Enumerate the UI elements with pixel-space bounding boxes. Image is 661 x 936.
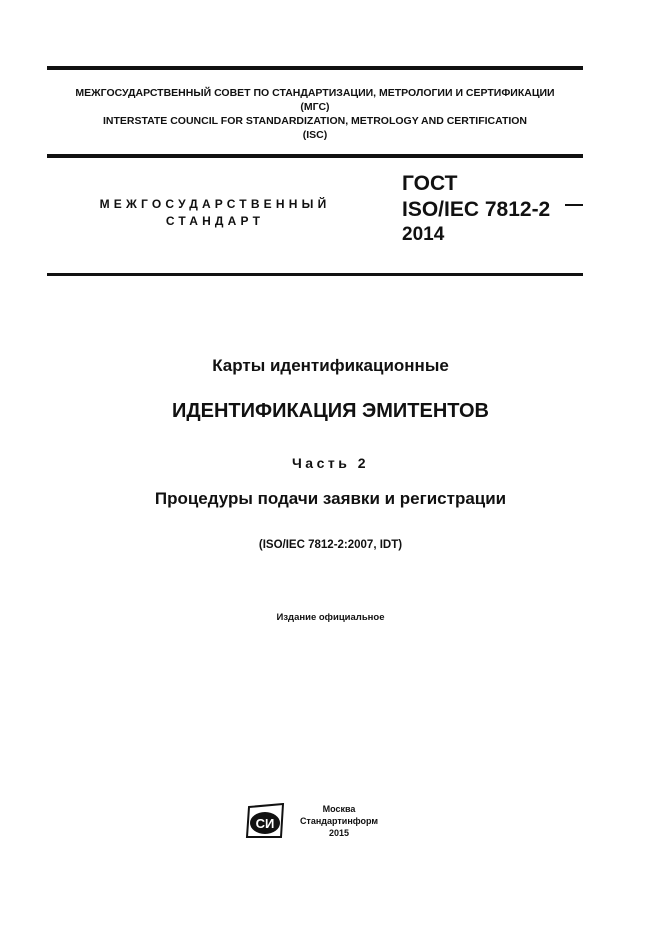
standard-number: ISO/IEC 7812-2 (402, 198, 551, 221)
standard-kind-line1: МЕЖГОСУДАРСТВЕННЫЙ (99, 197, 331, 211)
standard-kind-line2: СТАНДАРТ (165, 214, 265, 228)
designation-dash (565, 204, 583, 206)
publisher-block (294, 803, 384, 839)
council-name-ru: МЕЖГОСУДАРСТВЕННЫЙ СОВЕТ ПО СТАНДАРТИЗАЦИИ, МЕТРОЛОГИИ И СЕРТИФИКАЦИИ (75, 87, 555, 99)
council-header (47, 86, 583, 142)
title-part-name: Процедуры подачи заявки и регистрации (154, 489, 507, 508)
title-main: ИДЕНТИФИКАЦИЯ ЭМИТЕНТОВ (172, 400, 489, 422)
top-rule (47, 66, 583, 70)
international-reference: (ISO/IEC 7812-2:2007, IDT) (258, 539, 403, 551)
standard-kind (60, 196, 370, 230)
council-abbr-ru: (МГС) (300, 101, 330, 113)
publisher-city: Москва (322, 804, 356, 814)
standartinform-logo-icon (245, 803, 285, 839)
title-part: Часть 2 (291, 455, 370, 471)
publisher-year: 2015 (328, 828, 350, 838)
middle-rule (47, 154, 583, 158)
standard-year: 2014 (402, 224, 445, 245)
edition-note: Издание официальное (276, 612, 385, 623)
publisher-name: Стандартинформ (299, 816, 379, 826)
council-name-en: INTERSTATE COUNCIL FOR STANDARDIZATION, METROLOGY AND CERTIFICATION (102, 115, 528, 127)
title-subject: Карты идентификационные (212, 356, 449, 375)
council-abbr-en: (ISC) (302, 129, 328, 141)
gost-label: ГОСТ (402, 172, 458, 195)
standard-designation (402, 171, 550, 247)
lower-rule (47, 273, 583, 276)
svg-text:СИ: СИ (255, 816, 275, 831)
